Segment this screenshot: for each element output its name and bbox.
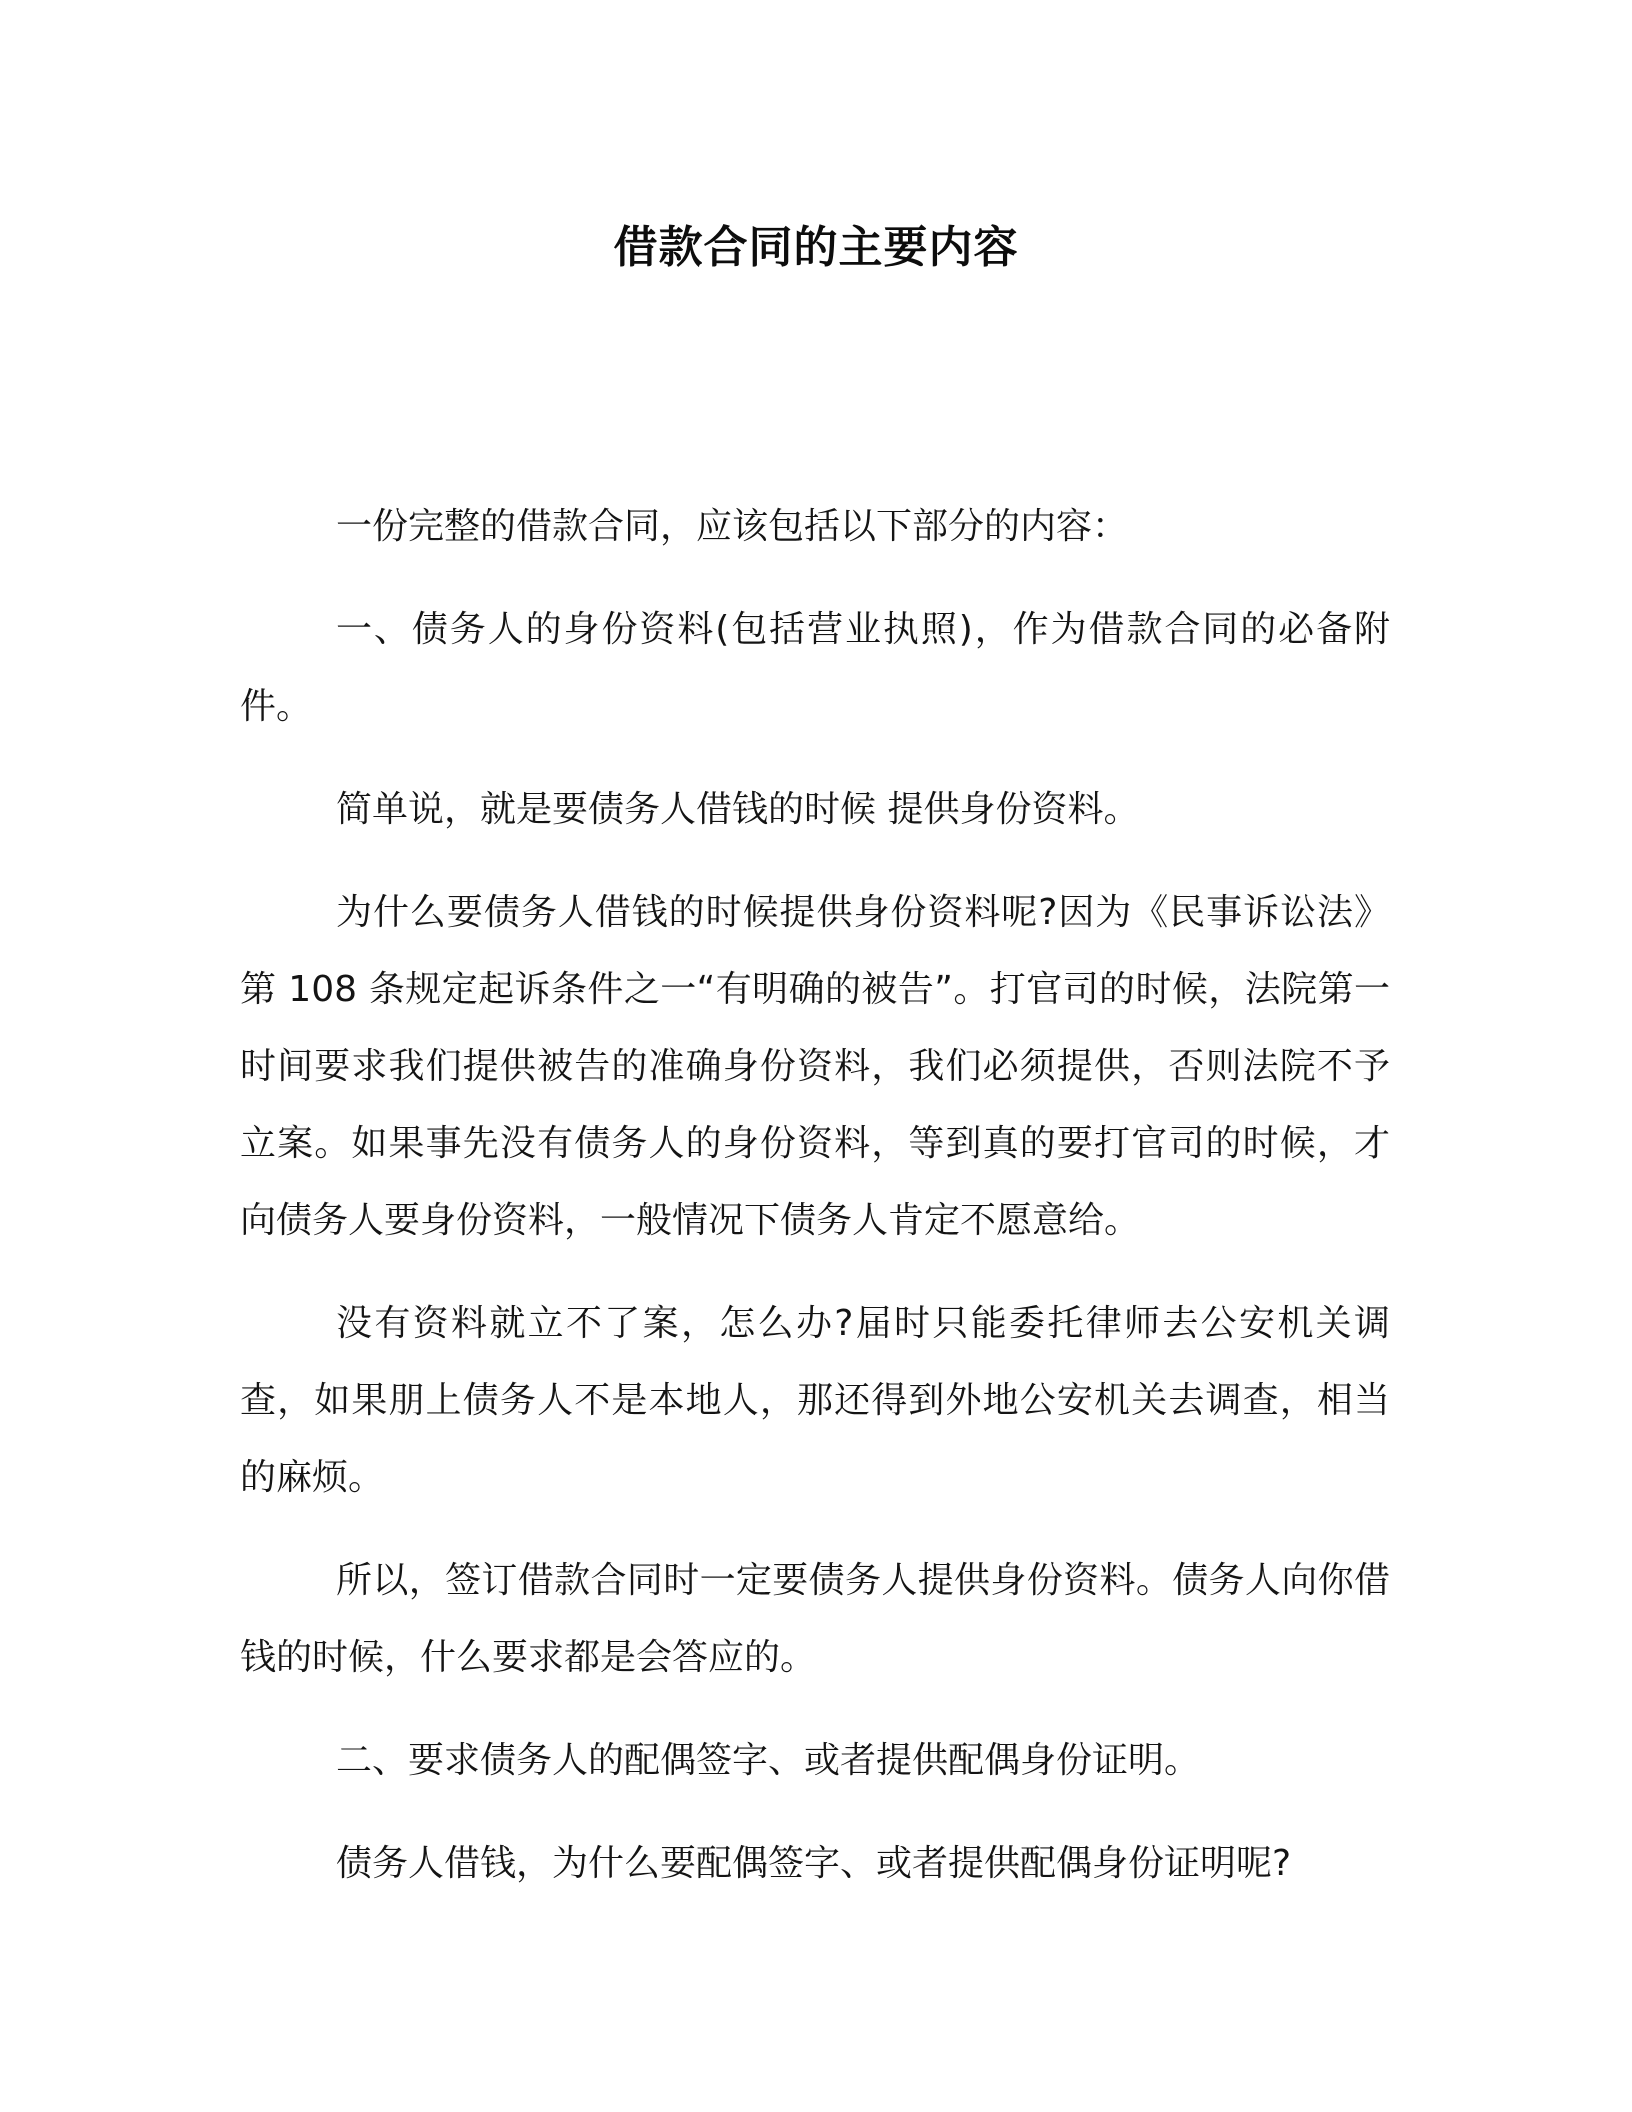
paragraph-intro: 一份完整的借款合同，应该包括以下部分的内容： [336,506,1129,547]
paragraph-section-2-heading: 二、要求债务人的配偶签字、或者提供配偶身份证明。 [336,1740,1201,1781]
paragraph-conclusion: 所以，签订借款合同时一定要债务人提供身份资料。债务人向你借钱的时候，什么要求都是会答应的。 [240,1560,1390,1678]
paragraph-section-2-question: 债务人借钱，为什么要配偶签字、或者提供配偶身份证明呢? [336,1843,1292,1884]
paragraph-legal-reason: 为什么要债务人借钱的时候提供身份资料呢?因为《民事诉讼法》第 108 条规定起诉条件之一“有明确的被告”。打官司的时候，法院第一时间要求我们提供被告的准确身份资料，我们必须提供，否则法院不予立案。如果事先没有债务人的身份资料，等到真的要打官司的时候，才向债务人要身份资料，一般情况下债务人肯定不愿意给。 [240,892,1390,1241]
paragraph-no-info-consequence: 没有资料就立不了案，怎么办?届时只能委托律师去公安机关调查，如果朋上债务人不是本地人，那还得到外地公安机关去调查，相当的麻烦。 [240,1303,1390,1498]
paragraph-simple-explanation: 简单说，就是要债务人借钱的时候 提供身份资料。 [336,789,1140,830]
paragraph-section-1-heading: 一、债务人的身份资料(包括营业执照)，作为借款合同的必备附件。 [240,609,1390,727]
document-body [240,488,1390,1928]
document-title: 借款合同的主要内容 [613,222,1019,273]
